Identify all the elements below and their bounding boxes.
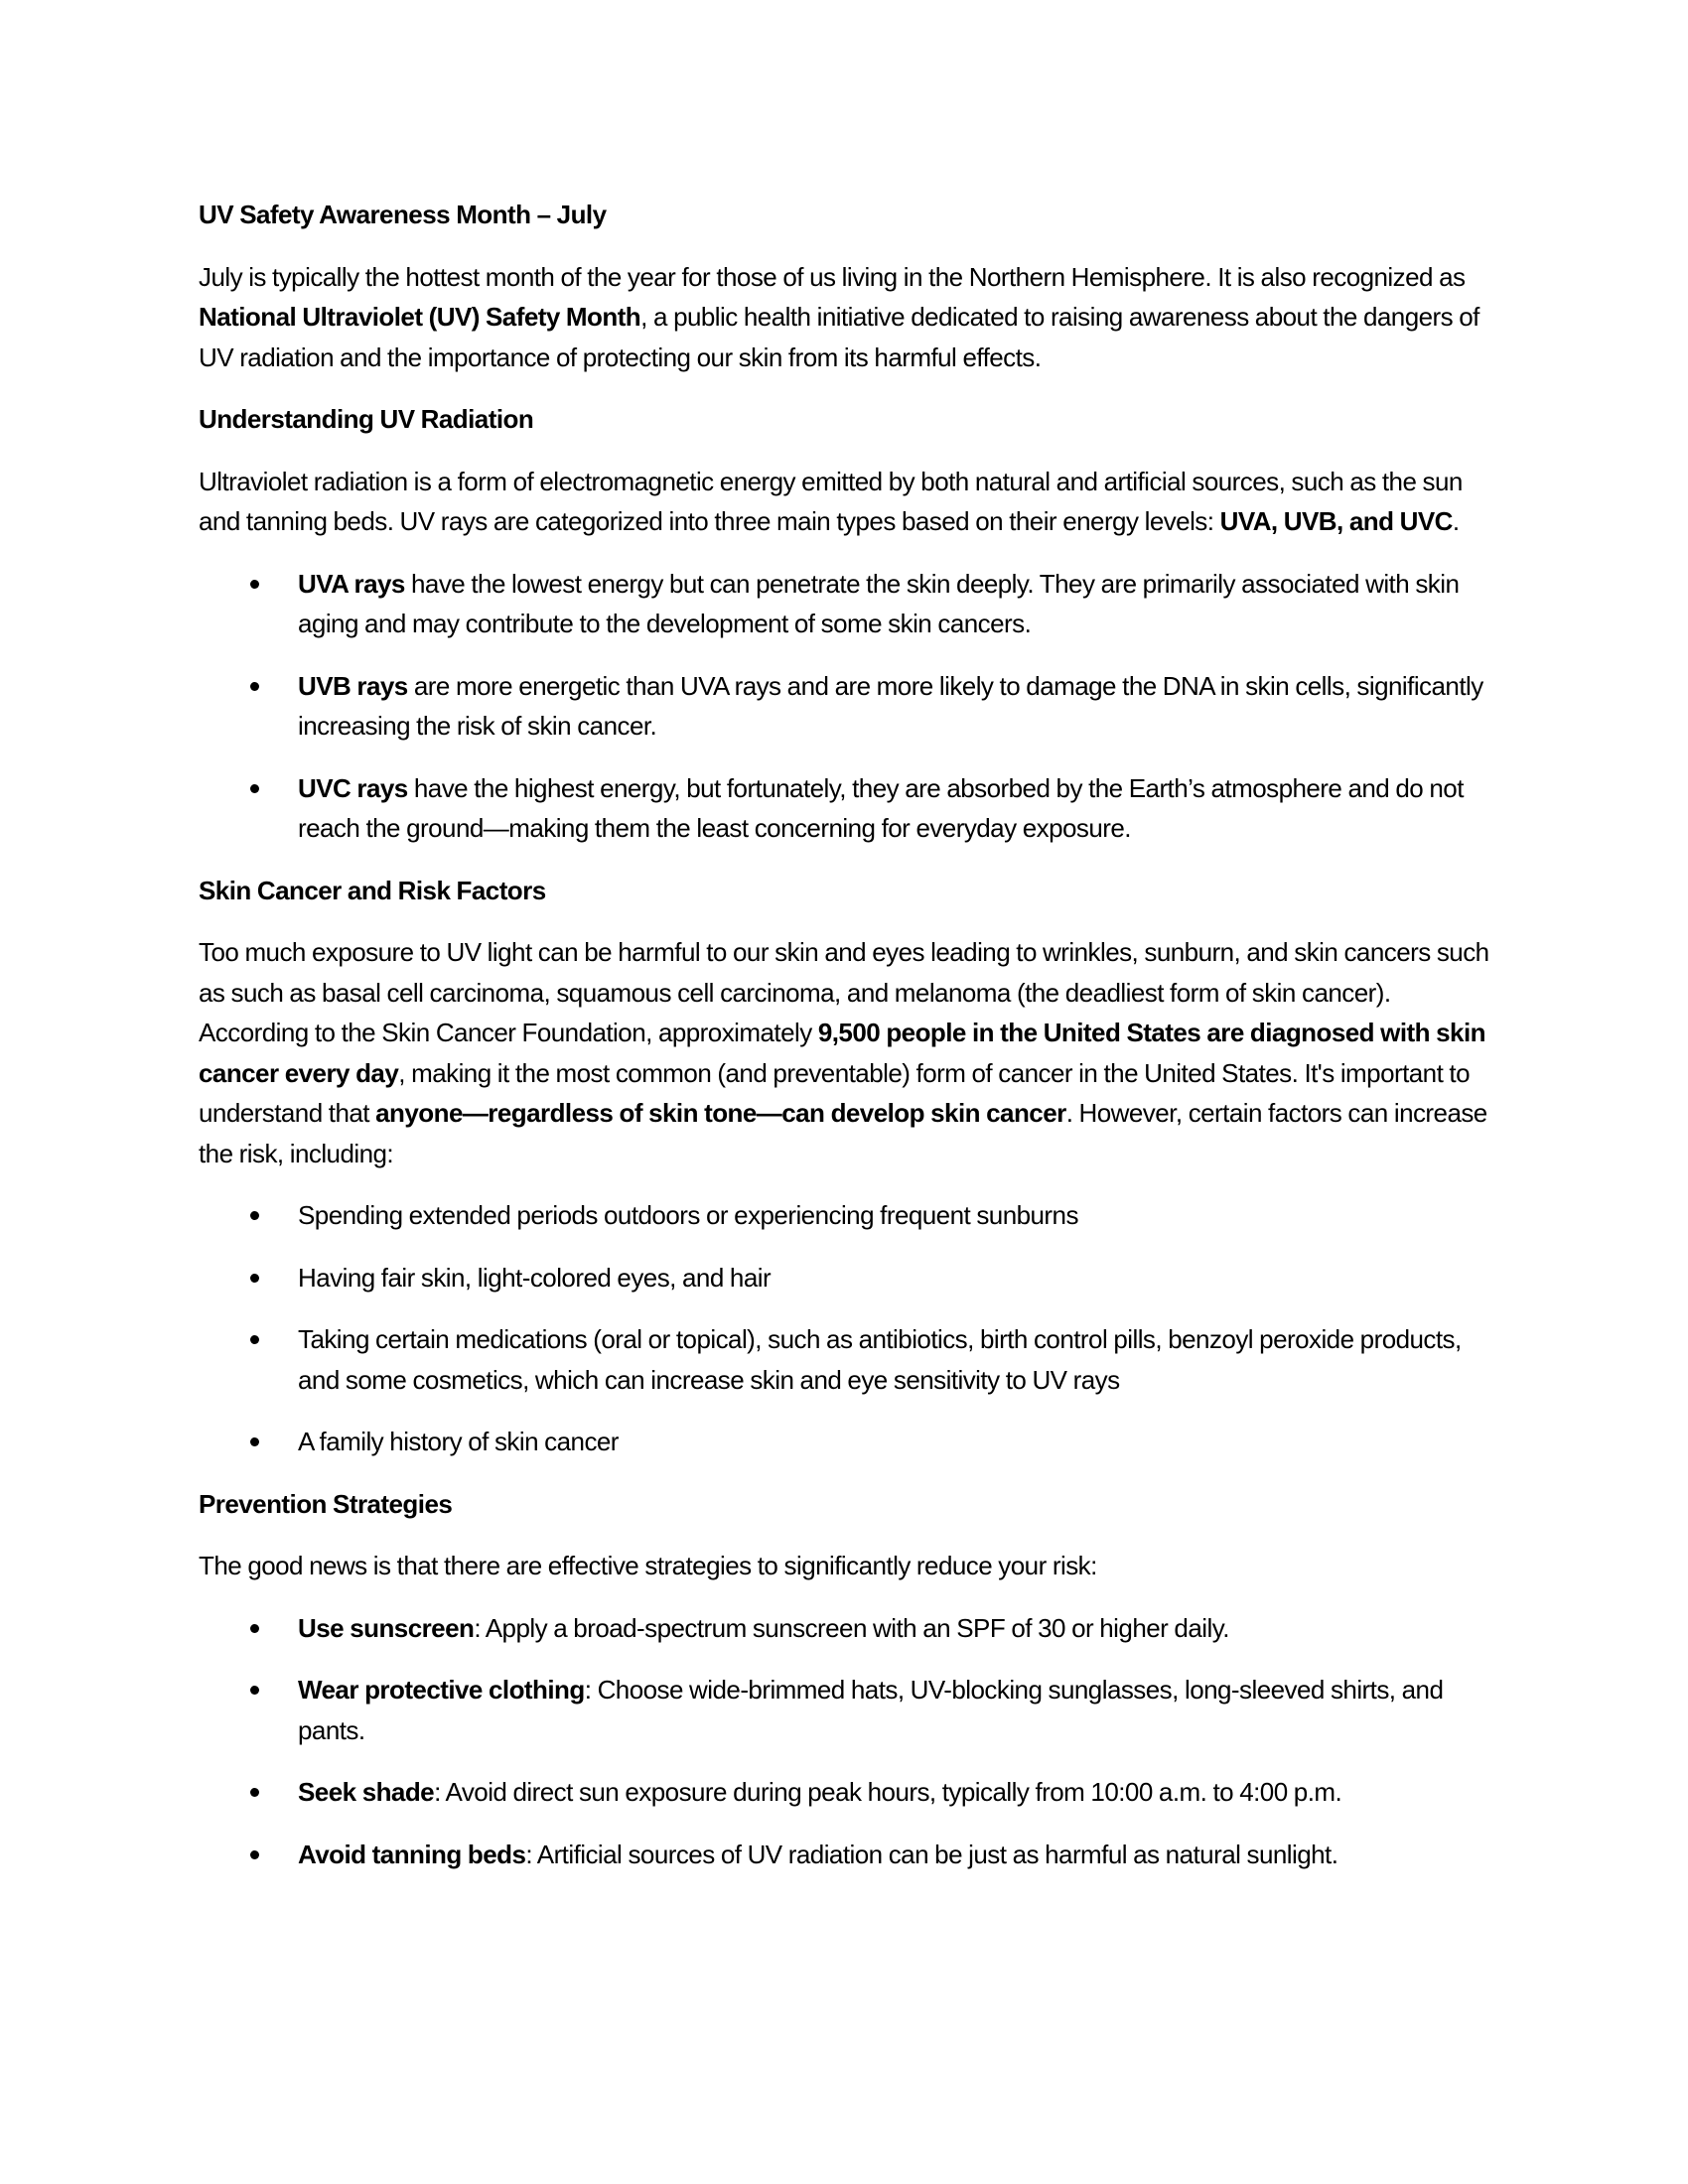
intro-paragraph xyxy=(199,257,1489,378)
prevention-list xyxy=(199,1608,1489,1875)
uv-paragraph xyxy=(199,462,1489,542)
risk-factors-list xyxy=(199,1195,1489,1462)
risk-text-2: , making it the most common (and preventable) form of cancer in the United States. It's important to understand that xyxy=(199,1057,1471,1128)
uv-bold-1: UVA, UVB, and UVC xyxy=(1219,506,1453,536)
bullet-icon xyxy=(250,1788,259,1797)
list-item-text: have the lowest energy but can penetrate the skin deeply. They are primarily associated with skin aging and may contribute to the development of some skin cancers. xyxy=(298,568,1460,638)
section-heading-prevention: Prevention Strategies xyxy=(199,1488,453,1519)
list-item-text: Spending extended periods outdoors or experiencing frequent sunburns xyxy=(298,1200,1078,1230)
intro-text-2: , a public health initiative dedicated to raising awareness about the dangers of UV radiation and the importance of protecting our skin from its harmful effects. xyxy=(199,302,1479,372)
list-item-text: : Apply a broad-spectrum sunscreen with an SPF of 30 or higher daily. xyxy=(474,1612,1229,1643)
list-item-clothing xyxy=(199,1670,1489,1750)
uv-text-2: . xyxy=(1452,506,1460,536)
list-item-text: are more energetic than UVA rays and are more likely to damage the DNA in skin cells, significantly increasing the risk of skin cancer. xyxy=(298,670,1483,741)
risk-bold-2: anyone—regardless of skin tone—can develop skin cancer xyxy=(375,1098,1066,1128)
section-heading-uv-radiation: Understanding UV Radiation xyxy=(199,404,534,434)
bullet-icon xyxy=(250,682,259,691)
intro-text-1: July is typically the hottest month of the year for those of us living in the Northern Hemisphere. It is also recognized as xyxy=(199,261,1466,292)
list-item-shade xyxy=(199,1772,1489,1813)
list-item-text: Having fair skin, light-colored eyes, and hair xyxy=(298,1262,772,1293)
risk-text-1: Too much exposure to UV light can be harmful to our skin and eyes leading to wrinkles, sunburn, and skin cancers such as such as basal cell carcinoma, squamous cell carcinoma, and melanoma (the deadliest form of skin cancer). According to the Skin Cancer Foundation, approximately xyxy=(199,937,1489,1047)
bullet-icon xyxy=(250,1335,259,1344)
bullet-icon xyxy=(250,1211,259,1220)
list-item-uvb xyxy=(199,666,1489,747)
list-item-text: have the highest energy, but fortunately, they are absorbed by the Earth’s atmosphere and do not reach the ground—making them the least concerning for everyday exposure. xyxy=(298,772,1464,843)
prevention-paragraph: The good news is that there are effective strategies to significantly reduce your risk: xyxy=(199,1551,1097,1580)
risk-bold-1: 9,500 people in the United States are diagnosed with skin cancer every day xyxy=(199,1018,1485,1088)
list-item-uvc xyxy=(199,768,1489,849)
list-item-tanning-beds xyxy=(199,1835,1489,1875)
document-title: UV Safety Awareness Month – July xyxy=(199,200,607,229)
bullet-icon xyxy=(250,1624,259,1633)
bullet-icon xyxy=(250,1850,259,1859)
list-item-bold: Wear protective clothing xyxy=(298,1675,585,1705)
list-item-bold: Avoid tanning beds xyxy=(298,1839,526,1869)
list-item xyxy=(199,1258,1489,1298)
list-item xyxy=(199,1195,1489,1236)
list-item-text: : Artificial sources of UV radiation can be just as harmful as natural sunlight. xyxy=(525,1839,1338,1869)
bullet-icon xyxy=(250,1437,259,1446)
list-item-uva xyxy=(199,564,1489,644)
list-item-bold: Seek shade xyxy=(298,1777,435,1807)
list-item-bold: UVB rays xyxy=(298,670,408,701)
list-item xyxy=(199,1422,1489,1462)
intro-bold-1: National Ultraviolet (UV) Safety Month xyxy=(199,302,641,332)
risk-paragraph xyxy=(199,932,1489,1173)
bullet-icon xyxy=(250,1686,259,1695)
risk-text-3: . However, certain factors can increase the risk, including: xyxy=(199,1098,1487,1168)
bullet-icon xyxy=(250,1274,259,1283)
list-item-text: : Choose wide-brimmed hats, UV-blocking sunglasses, long-sleeved shirts, and pants. xyxy=(298,1675,1444,1745)
uv-types-list xyxy=(199,564,1489,849)
list-item-text: Taking certain medications (oral or topical), such as antibiotics, birth control pills, benzoyl peroxide products, and some cosmetics, which can increase skin and eye sensitivity to UV rays xyxy=(298,1324,1462,1395)
list-item-text: A family history of skin cancer xyxy=(298,1427,619,1456)
list-item-sunscreen xyxy=(199,1608,1489,1649)
bullet-icon xyxy=(250,580,259,589)
list-item-bold: UVA rays xyxy=(298,568,405,599)
section-heading-risk-factors: Skin Cancer and Risk Factors xyxy=(199,875,546,905)
list-item-text: : Avoid direct sun exposure during peak hours, typically from 10:00 a.m. to 4:00 p.m. xyxy=(434,1777,1342,1807)
bullet-icon xyxy=(250,784,259,793)
list-item-bold: Use sunscreen xyxy=(298,1612,475,1643)
list-item-bold: UVC rays xyxy=(298,772,408,803)
list-item xyxy=(199,1319,1489,1400)
uv-text-1: Ultraviolet radiation is a form of electromagnetic energy emitted by both natural and artificial sources, such as the sun and tanning beds. UV rays are categorized into three main types based on their energy levels: xyxy=(199,466,1463,536)
document-body xyxy=(199,195,1489,1896)
